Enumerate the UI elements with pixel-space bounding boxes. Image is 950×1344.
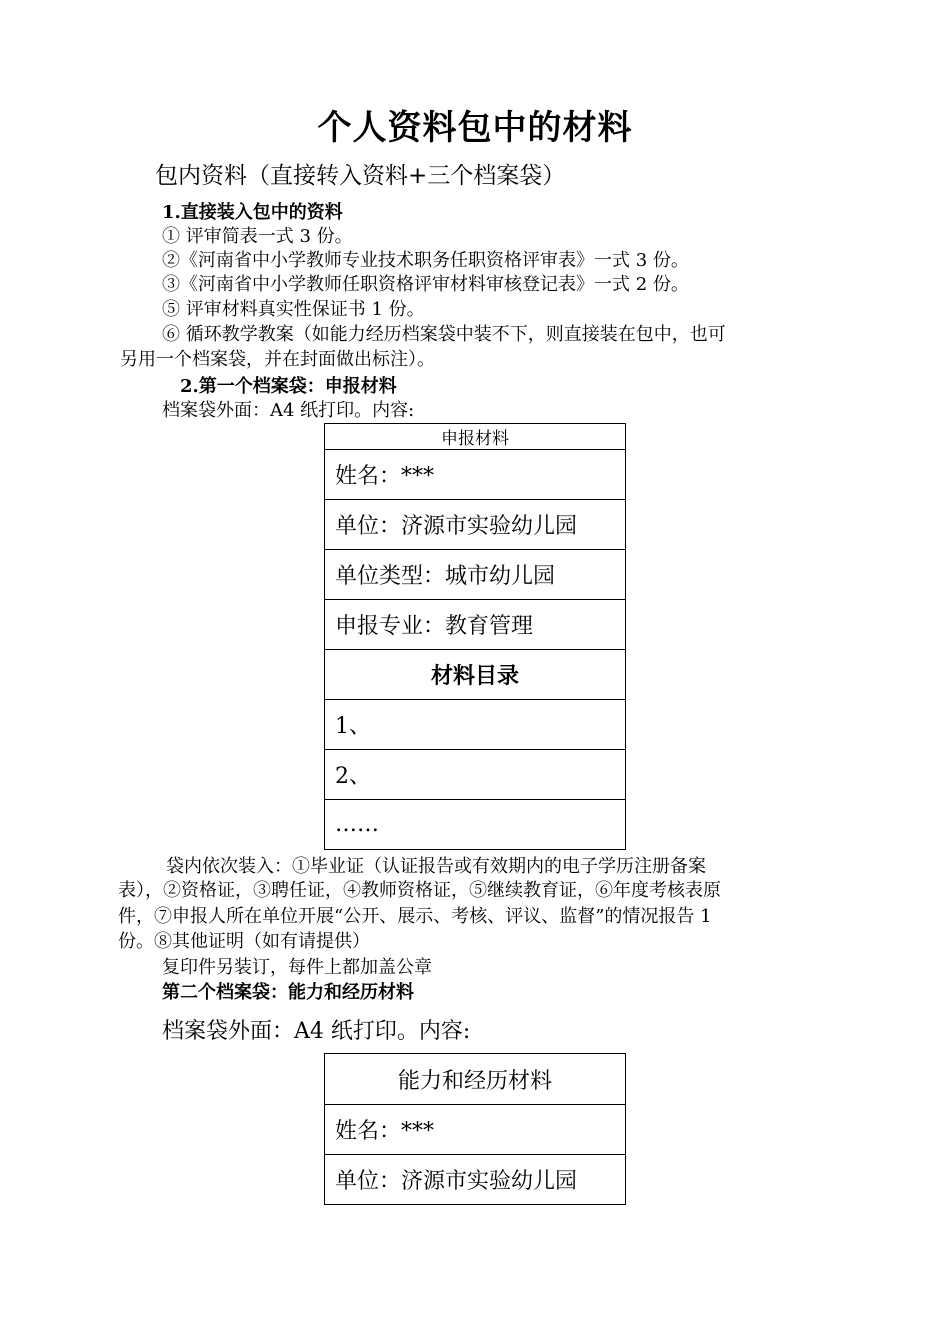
section2-copy-note: 复印件另装订，每件上都加盖公章 [162, 957, 432, 978]
table1-name-row: 姓名：*** [325, 450, 626, 500]
section3-outside-note: 档案袋外面：A4 纸打印。内容: [162, 1019, 471, 1044]
table2-name-row: 姓名：*** [325, 1105, 626, 1155]
section2-contents-line1: 袋内依次装入：①毕业证（认证报告或有效期内的电子学历注册备案 [166, 856, 706, 877]
section1-heading: 1.直接装入包中的资料 [162, 202, 343, 223]
section2-contents-line2: 表），②资格证，③聘任证，④教师资格证，⑤继续教育证，⑥年度考核表原 [118, 880, 721, 901]
section1-item-6-line1: ⑥ 循环教学教案（如能力经历档案袋中装不下，则直接装在包中，也可 [162, 324, 726, 345]
table1-unit-type-row: 单位类型：城市幼儿园 [325, 550, 626, 600]
page-title: 个人资料包中的材料 [317, 108, 633, 148]
section1-item-6-line2: 另用一个档案袋，并在封面做出标注）。 [120, 349, 435, 370]
section1-item-2: ②《河南省中小学教师专业技术职务任职资格评审表》一式 3 份。 [162, 250, 689, 271]
section1-item-3: ③《河南省中小学教师任职资格评审材料审核登记表》一式 2 份。 [162, 274, 689, 295]
page-subtitle: 包内资料（直接转入资料+三个档案袋） [155, 163, 566, 189]
table1-catalog-row-more: …… [325, 800, 626, 850]
section2-contents-line4: 份。⑧其他证明（如有请提供） [118, 931, 370, 952]
table1-catalog-row-1: 1、 [325, 700, 626, 750]
table1-major-row: 申报专业：教育管理 [325, 600, 626, 650]
section2-contents-line3: 件，⑦申报人所在单位开展“公开、展示、考核、评议、监督”的情况报告 1 [118, 906, 712, 927]
table1-unit-row: 单位：济源市实验幼儿园 [325, 500, 626, 550]
table2-unit-row: 单位：济源市实验幼儿园 [325, 1155, 626, 1205]
section2-heading: 2.第一个档案袋：申报材料 [180, 376, 397, 397]
table1-catalog-title: 材料目录 [325, 650, 626, 700]
section3-heading: 第二个档案袋：能力和经历材料 [162, 982, 414, 1003]
application-materials-table [324, 423, 626, 850]
table2-header: 能力和经历材料 [325, 1054, 626, 1105]
table1-catalog-row-2: 2、 [325, 750, 626, 800]
ability-experience-table [324, 1053, 626, 1205]
section2-outside-note: 档案袋外面：A4 纸打印。内容: [162, 400, 415, 421]
table1-header: 申报材料 [325, 424, 626, 450]
section1-item-5: ⑤ 评审材料真实性保证书 1 份。 [162, 299, 425, 320]
section1-item-1: ① 评审简表一式 3 份。 [162, 226, 353, 247]
